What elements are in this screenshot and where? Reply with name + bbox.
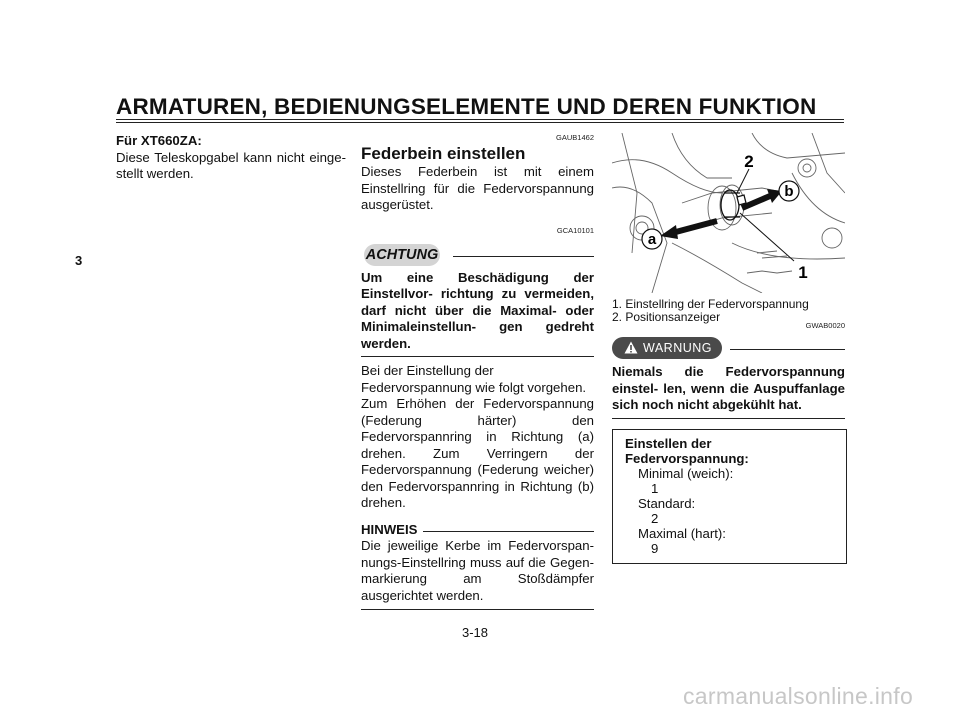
caution-badge: ACHTUNG xyxy=(364,244,440,266)
spec-std-value: 2 xyxy=(651,510,659,526)
page-title: ARMATUREN, BEDIENUNGSELEMENTE UND DEREN FUNKTION xyxy=(116,94,817,119)
note-label: HINWEIS xyxy=(361,521,418,537)
note-end-rule xyxy=(361,609,594,610)
callout-1: 1 xyxy=(798,263,808,282)
warning-rule xyxy=(730,349,845,350)
spec-min-value: 1 xyxy=(651,480,659,496)
spec-title: Einstellen der Federvorspannung: xyxy=(625,435,749,466)
callout-a: a xyxy=(647,231,657,248)
model-heading: Für XT660ZA: xyxy=(116,133,202,148)
watermark: carmanualsonline.info xyxy=(683,683,914,709)
shock-absorber-illustration xyxy=(612,133,845,293)
warning-badge xyxy=(612,337,722,359)
warning-label: WARNUNG xyxy=(643,341,713,355)
note-text: Die jeweilige Kerbe im Federvorspan- nungs-Einstellring muss auf die Gegen- markierung am Stoßdämpfer ausgerichtet werden. xyxy=(361,538,594,603)
column-left xyxy=(116,133,346,183)
note-header xyxy=(361,522,594,539)
figure-caption-2: 2. Positionsanzeiger xyxy=(612,310,721,324)
figure-caption-1: 1. Einstellring der Federvorspannung xyxy=(612,297,809,311)
warning-code: GWAB0020 xyxy=(805,321,845,330)
caution-end-rule xyxy=(361,356,594,357)
column-middle xyxy=(361,133,594,616)
spec-std-label: Standard: xyxy=(638,495,696,511)
caution-text: Um eine Beschädigung der Einstellvor- richtung zu vermeiden, darf nicht über die Maximal- oder Minimaleinstellun- gen gedreht werden. xyxy=(361,269,594,351)
callout-b: b xyxy=(784,183,794,200)
spec-min-label: Minimal (weich): xyxy=(638,465,734,481)
chapter-number: 3 xyxy=(75,253,83,268)
callout-2: 2 xyxy=(744,152,754,171)
caution-code: GCA10101 xyxy=(556,225,594,235)
spec-box xyxy=(612,429,847,564)
warning-text: Niemals die Federvorspannung einstel- len, wenn die Auspuffanlage sich noch nicht abgekühlt hat. xyxy=(612,364,845,412)
warning-header xyxy=(612,337,845,361)
caution-rule xyxy=(453,256,594,257)
column-right xyxy=(612,133,845,564)
section-code: GAUB1462 xyxy=(556,133,594,142)
note-rule xyxy=(423,531,594,532)
spec-max-value: 9 xyxy=(651,540,659,556)
section-heading: Federbein einstellen xyxy=(361,144,526,163)
section-intro: Dieses Federbein ist mit einem Einstellring für die Federvorspannung ausgerüstet. xyxy=(361,164,594,212)
page-number: 3-18 xyxy=(462,625,489,640)
model-text: Diese Teleskopgabel kann nicht einge- stellt werden. xyxy=(116,149,346,181)
caution-header xyxy=(361,244,594,270)
procedure-text: Zum Erhöhen der Federvorspannung (Federung härter) den Federvorspannring in Richtung (a) drehen. Zum Verringern der Federvorspannung (Federung weicher) den Federvorspannring in Richtung (b) drehen. xyxy=(361,396,594,510)
header-rule xyxy=(116,119,844,120)
warning-end-rule xyxy=(612,418,845,419)
procedure-intro: Bei der Einstellung der Federvorspannung wie folgt vorgehen. xyxy=(361,363,587,395)
header-rule-thin xyxy=(116,122,844,123)
spec-max-label: Maximal (hart): xyxy=(638,525,726,541)
warning-triangle-icon xyxy=(624,341,638,354)
